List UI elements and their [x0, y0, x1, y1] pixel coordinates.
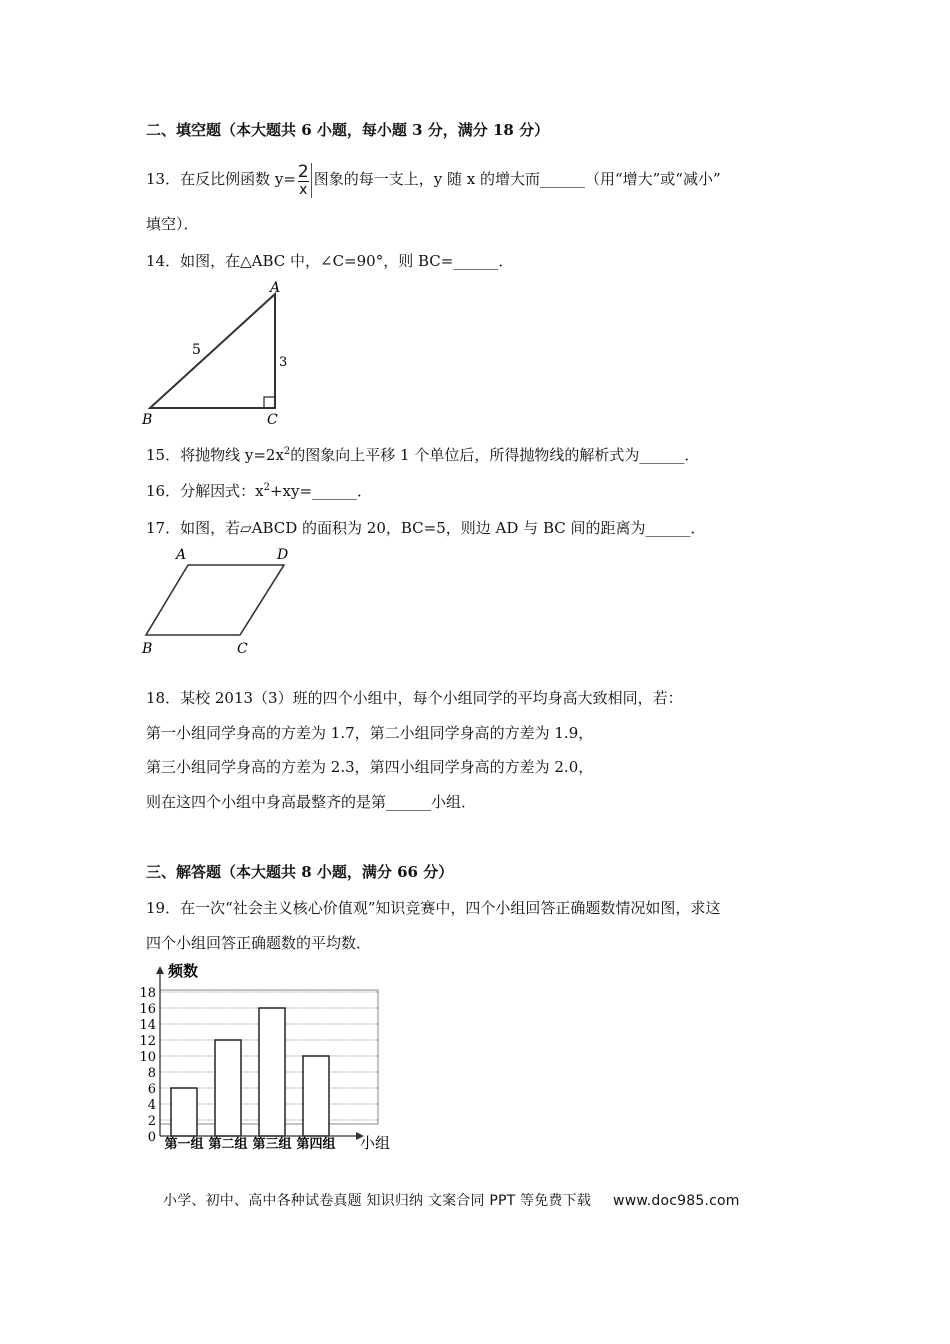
q15-exponent: 2	[283, 446, 291, 457]
q13-line2: 填空）．	[146, 215, 199, 233]
bar-chart	[138, 960, 398, 1152]
x-tick-label: 第四组	[296, 1137, 336, 1152]
chart-y-ticks	[139, 986, 156, 1145]
q16-pre: 16．分解因式：x	[146, 482, 264, 500]
footer-text: 小学、初中、高中各种试卷真题 知识归纳 文案合同 PPT 等免费下载	[163, 1193, 592, 1209]
question-13	[146, 160, 721, 198]
y-tick-label: 14	[139, 1018, 156, 1033]
y-tick-label: 12	[139, 1034, 156, 1049]
x-tick-label: 第一组	[164, 1137, 204, 1152]
section-heading-fill-blank: 二、填空题（本大题共 6 小题，每小题 3 分，满分 18 分）	[146, 121, 550, 139]
section-heading-answer: 三、解答题（本大题共 8 小题，满分 66 分）	[146, 863, 454, 881]
parallelogram-label-a: A	[176, 547, 187, 563]
right-angle-mark	[264, 397, 275, 408]
q15-pre: 15．将抛物线 y=2x	[146, 446, 284, 464]
parallelogram-figure	[140, 543, 300, 657]
question-14: 14．如图，在△ABC 中，∠C=90°，则 BC=______．	[146, 252, 514, 270]
fraction-2-over-x	[298, 163, 312, 198]
triangle-label-a: A	[270, 280, 281, 296]
question-17: 17．如图，若▱ABCD 的面积为 20，BC=5，则边 AD 与 BC 间的距离为______．	[146, 519, 706, 537]
question-18-line2: 第一小组同学身高的方差为 1.7，第二小组同学身高的方差为 1.9，	[146, 724, 594, 742]
right-triangle-figure	[140, 280, 300, 428]
parallelogram-label-d: D	[277, 547, 289, 563]
footer-site: www.doc985.com	[613, 1193, 740, 1209]
question-18-line4: 则在这四个小组中身高最整齐的是第______小组．	[146, 793, 477, 811]
bar-4	[303, 1056, 329, 1136]
y-tick-label: 0	[147, 1130, 156, 1145]
fraction-numerator: 2	[297, 161, 309, 182]
y-axis-arrow-icon	[156, 966, 164, 974]
question-16	[146, 481, 372, 501]
bar-2	[215, 1040, 241, 1136]
y-tick-label: 4	[147, 1098, 156, 1113]
y-tick-label: 16	[139, 1002, 156, 1017]
q15-post: 的图象向上平移 1 个单位后，所得抛物线的解析式为______．	[290, 446, 700, 464]
question-18-line1: 18．某校 2013（3）班的四个小组中，每个小组同学的平均身高大致相同，若：	[146, 689, 683, 707]
triangle-label-c: C	[267, 412, 278, 428]
q16-post: +xy=______．	[269, 482, 373, 500]
y-tick-label: 6	[147, 1082, 156, 1097]
parallelogram-label-c: C	[237, 641, 248, 657]
bar-3	[259, 1008, 285, 1136]
page-footer	[163, 1190, 740, 1210]
q13-pre: 13．在反比例函数 y=	[146, 170, 296, 188]
x-tick-label: 第二组	[208, 1137, 248, 1152]
parallelogram-label-b: B	[142, 641, 153, 657]
question-19-line2: 四个小组回答正确题数的平均数．	[146, 934, 372, 952]
parallelogram-abcd	[146, 565, 284, 635]
triangle-label-b: B	[142, 412, 153, 428]
leg-length: 3	[279, 355, 288, 370]
question-19-line1: 19．在一次“社会主义核心价值观”知识竞赛中，四个小组回答正确题数情况如图，求这	[146, 899, 721, 917]
hypotenuse-length: 5	[192, 342, 201, 358]
x-tick-label: 第三组	[252, 1137, 292, 1152]
triangle-abc	[150, 294, 275, 408]
chart-y-label: 频数	[168, 962, 199, 980]
question-18-line3: 第三小组同学身高的方差为 2.3，第四小组同学身高的方差为 2.0，	[146, 758, 594, 776]
y-tick-label: 18	[139, 986, 156, 1001]
chart-x-label: 小组	[360, 1134, 391, 1152]
chart-x-ticks	[164, 1136, 335, 1152]
question-15	[146, 445, 699, 465]
y-tick-label: 10	[139, 1050, 156, 1065]
y-tick-label: 2	[147, 1114, 156, 1129]
bar-1	[171, 1088, 197, 1136]
y-tick-label: 8	[147, 1066, 156, 1081]
q13-post: 图象的每一支上，y 随 x 的增大而______（用“增大”或“减小”	[313, 170, 721, 188]
q16-exponent: 2	[263, 482, 270, 493]
fraction-denominator: x	[299, 181, 308, 198]
